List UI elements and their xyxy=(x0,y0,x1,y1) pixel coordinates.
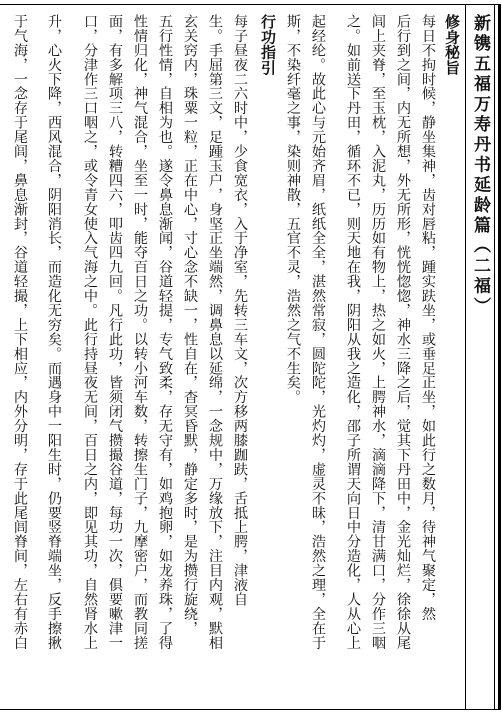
text-line: 闾上夹脊，至玉枕，入泥丸，历历如有物上，热之如火，上腭神水，滴滴降下，清甘满口，分作三咽 xyxy=(370,14,386,650)
text-line: 升，心火下降，西风混合，阴阳消长，而造化无穷矣。而遇身中一阳生时，仍要竖脊端坐，反手擦揪 xyxy=(46,14,62,650)
text-line: 口，分津作三口咽之，或令青女使入气海之中。此行持昼夜无间，百日之内，即见其功，自然肾水上 xyxy=(82,14,98,650)
bottom-border xyxy=(0,709,498,710)
right-border-inner xyxy=(494,4,495,710)
section-heading: 行功指引 xyxy=(259,14,277,75)
text-line: 之。如前送下丹田，循环不已，则天地在我，阴阳从我之造化，邵子所谓天向日中分造化，人从心上 xyxy=(345,14,361,650)
text-line: 每日不拘时候，静坐集神，齿对唇粘，踵实趺坐，或垂足正坐，如此行之数月，待神气聚定，然 xyxy=(420,14,436,621)
section-heading: 修身秘旨 xyxy=(443,14,461,75)
title-divider xyxy=(465,4,466,710)
text-line: 五行性情，自相为也。遂令鼻息渐闻，谷道轻提，专气致柔，存无守有，如鸡抱卵，如龙养珠，了得 xyxy=(157,14,173,650)
text-line: 每子昼夜二六时中，少食宽衣，入于净室，先转三车文，次方移两膝跏趺，舌抵上腭，津液自 xyxy=(232,14,248,607)
text-line: 起经纶。故此心与元始齐眉，纸纸全全，湛然常寂，圆陀陀，光灼灼，虚灵不昧，浩然之理，全在于 xyxy=(310,14,326,650)
text-line: 面，有多解项三八，转糟四六，叩齿四九回。凡行此功，皆须闭气攒撮谷道，每功一次，俱要嗽津一 xyxy=(107,14,123,650)
text-line: 性情归化，神气混合，坐至一时，能夺百日之功。以转小河车数，转擦生门子，九摩密户，而教同搓 xyxy=(132,14,148,650)
text-line: 玄关窍内，珠粟一粒，正在中心，寸心念不缺一，性自在，杳冥昏默，静定多时，是为攒行旋绕， xyxy=(182,14,198,636)
top-border xyxy=(0,4,498,5)
text-line: 斯，不染纤毫之事，染则神散，五官不灵，浩然之气不生矣。 xyxy=(285,14,301,405)
document-title: 新镌五福万寿丹书延龄篇（二福） xyxy=(470,14,490,317)
right-border-outer xyxy=(498,4,501,710)
text-line: 于气海，一念存于尾闾，鼻息渐封，谷道轻撮，上下相应，内外分明，存于此尾闾脊间，左右有赤白 xyxy=(12,14,28,650)
text-line: 生。手屈第三文，足踵玉户，身坚正坐端然，调鼻息以延绵，一念规中，万缘放下，注目内观，默相 xyxy=(207,14,223,650)
text-line: 后行到之间，内无所想，外无所形，恍恍惚惚，神水三降之后，觉其下丹田中，金光灿烂，徐徐从尾 xyxy=(395,14,411,650)
